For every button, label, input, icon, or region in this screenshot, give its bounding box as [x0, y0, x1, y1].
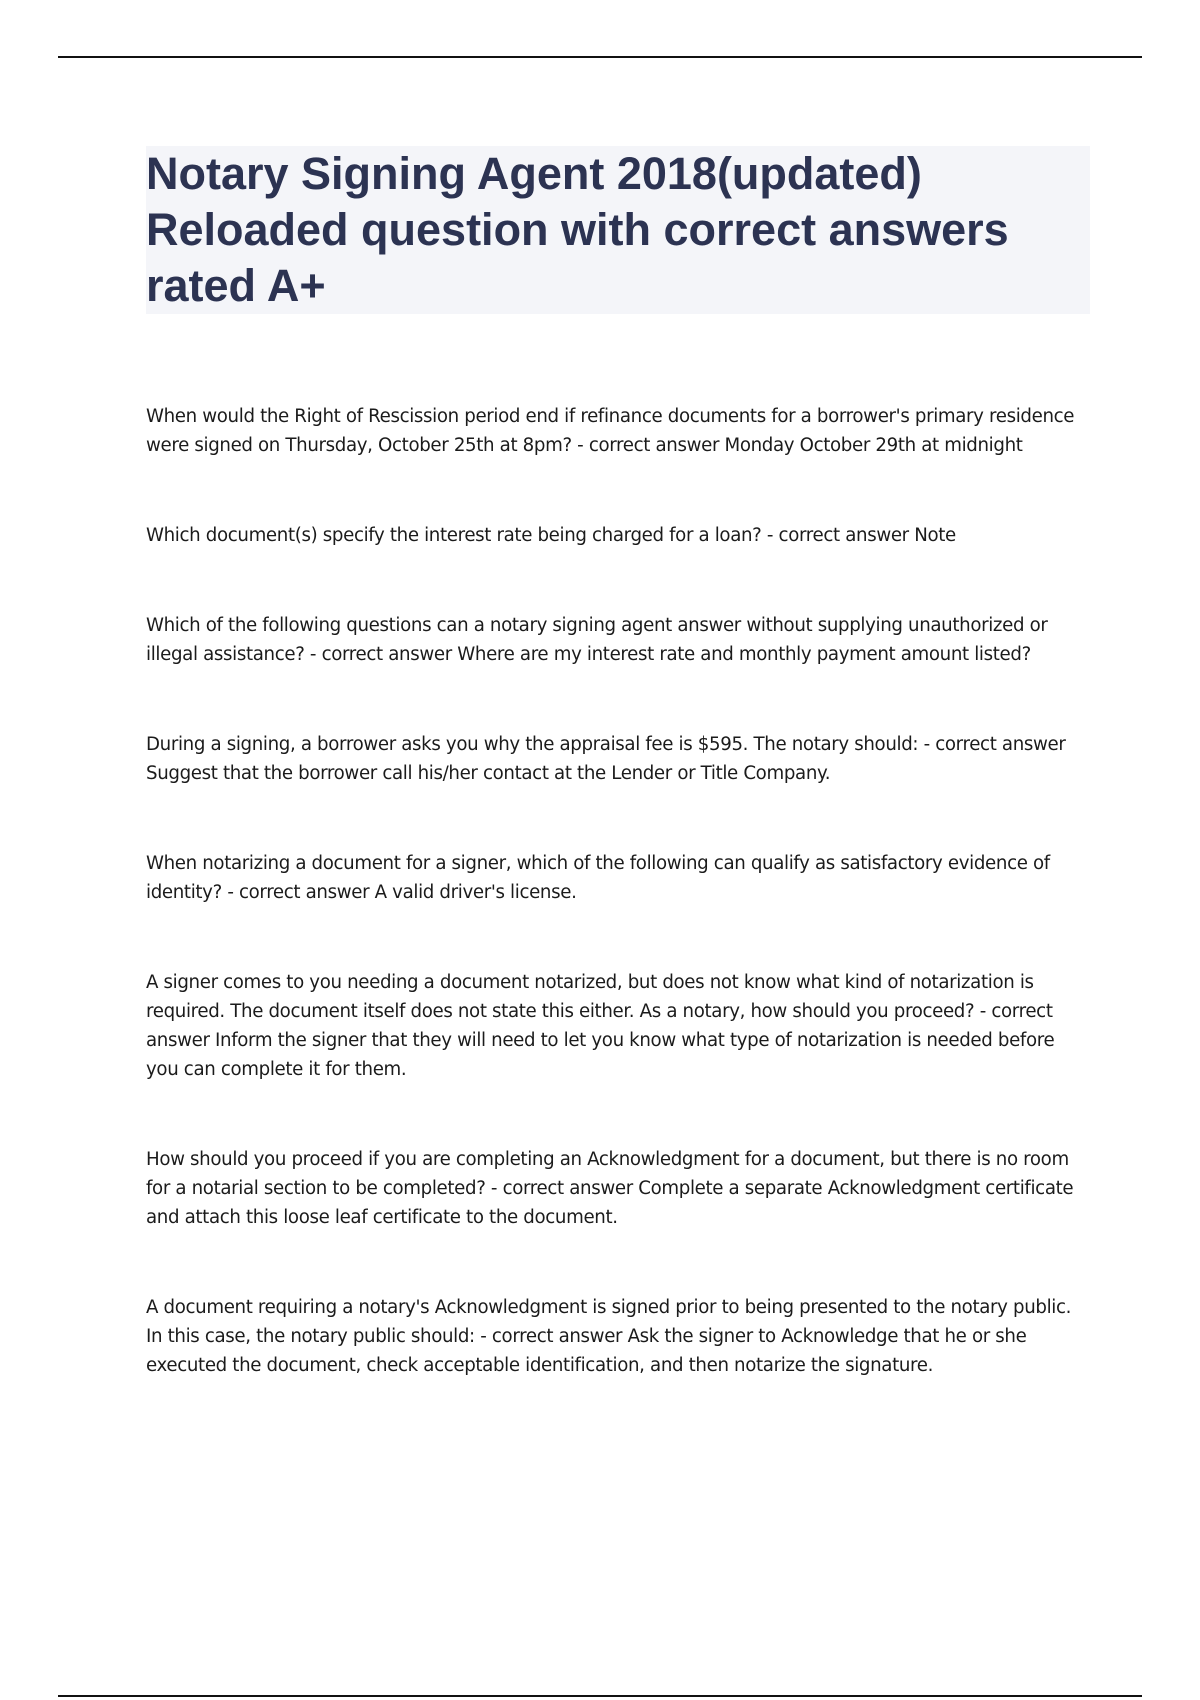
- footer-rule: [58, 1695, 1142, 1697]
- qa-item-7: How should you proceed if you are completing an Acknowledgment for a document, but there is no room for a notarial section to be completed? - correct answer Complete a separate Acknowledgment certificate and attach this loose leaf certificate to the document.: [146, 1149, 1074, 1228]
- qa-item-8: A document requiring a notary's Acknowledgment is signed prior to being presented to the notary public. In this case, the notary public should: - correct answer Ask the signer to Acknowledge that he or she executed the document, check acceptable identification, and then notarize the signature.: [146, 1297, 1072, 1376]
- qa-item-6: A signer comes to you needing a document notarized, but does not know what kind of notarization is required. The document itself does not state this either. As a notary, how should you proceed? - correct answer Inform the signer that they will need to let you know what type of notarization is needed before you can complete it for them.: [146, 972, 1055, 1080]
- qa-item-4: During a signing, a borrower asks you why the appraisal fee is $595. The notary should: - correct answer Suggest that the borrower call his/her contact at the Lender or Title Company.: [146, 734, 1066, 784]
- qa-item-5: When notarizing a document for a signer, which of the following can qualify as satisfactory evidence of identity? - correct answer A valid driver's license.: [146, 853, 1050, 903]
- title-block: [146, 146, 1090, 314]
- qa-item-3: Which of the following questions can a notary signing agent answer without supplying unauthorized or illegal assistance? - correct answer Where are my interest rate and monthly payment amount listed?: [146, 615, 1048, 665]
- qa-item-1: When would the Right of Rescission period end if refinance documents for a borrower's primary residence were signed on Thursday, October 25th at 8pm? - correct answer Monday October 29th at midnight: [146, 406, 1075, 456]
- header-rule: [58, 56, 1142, 58]
- document-title: Notary Signing Agent 2018(updated) Reloaded question with correct answers rated A+: [146, 148, 1009, 311]
- qa-item-2: Which document(s) specify the interest rate being charged for a loan? - correct answer Note: [146, 525, 956, 546]
- qa-list: [146, 402, 1090, 1441]
